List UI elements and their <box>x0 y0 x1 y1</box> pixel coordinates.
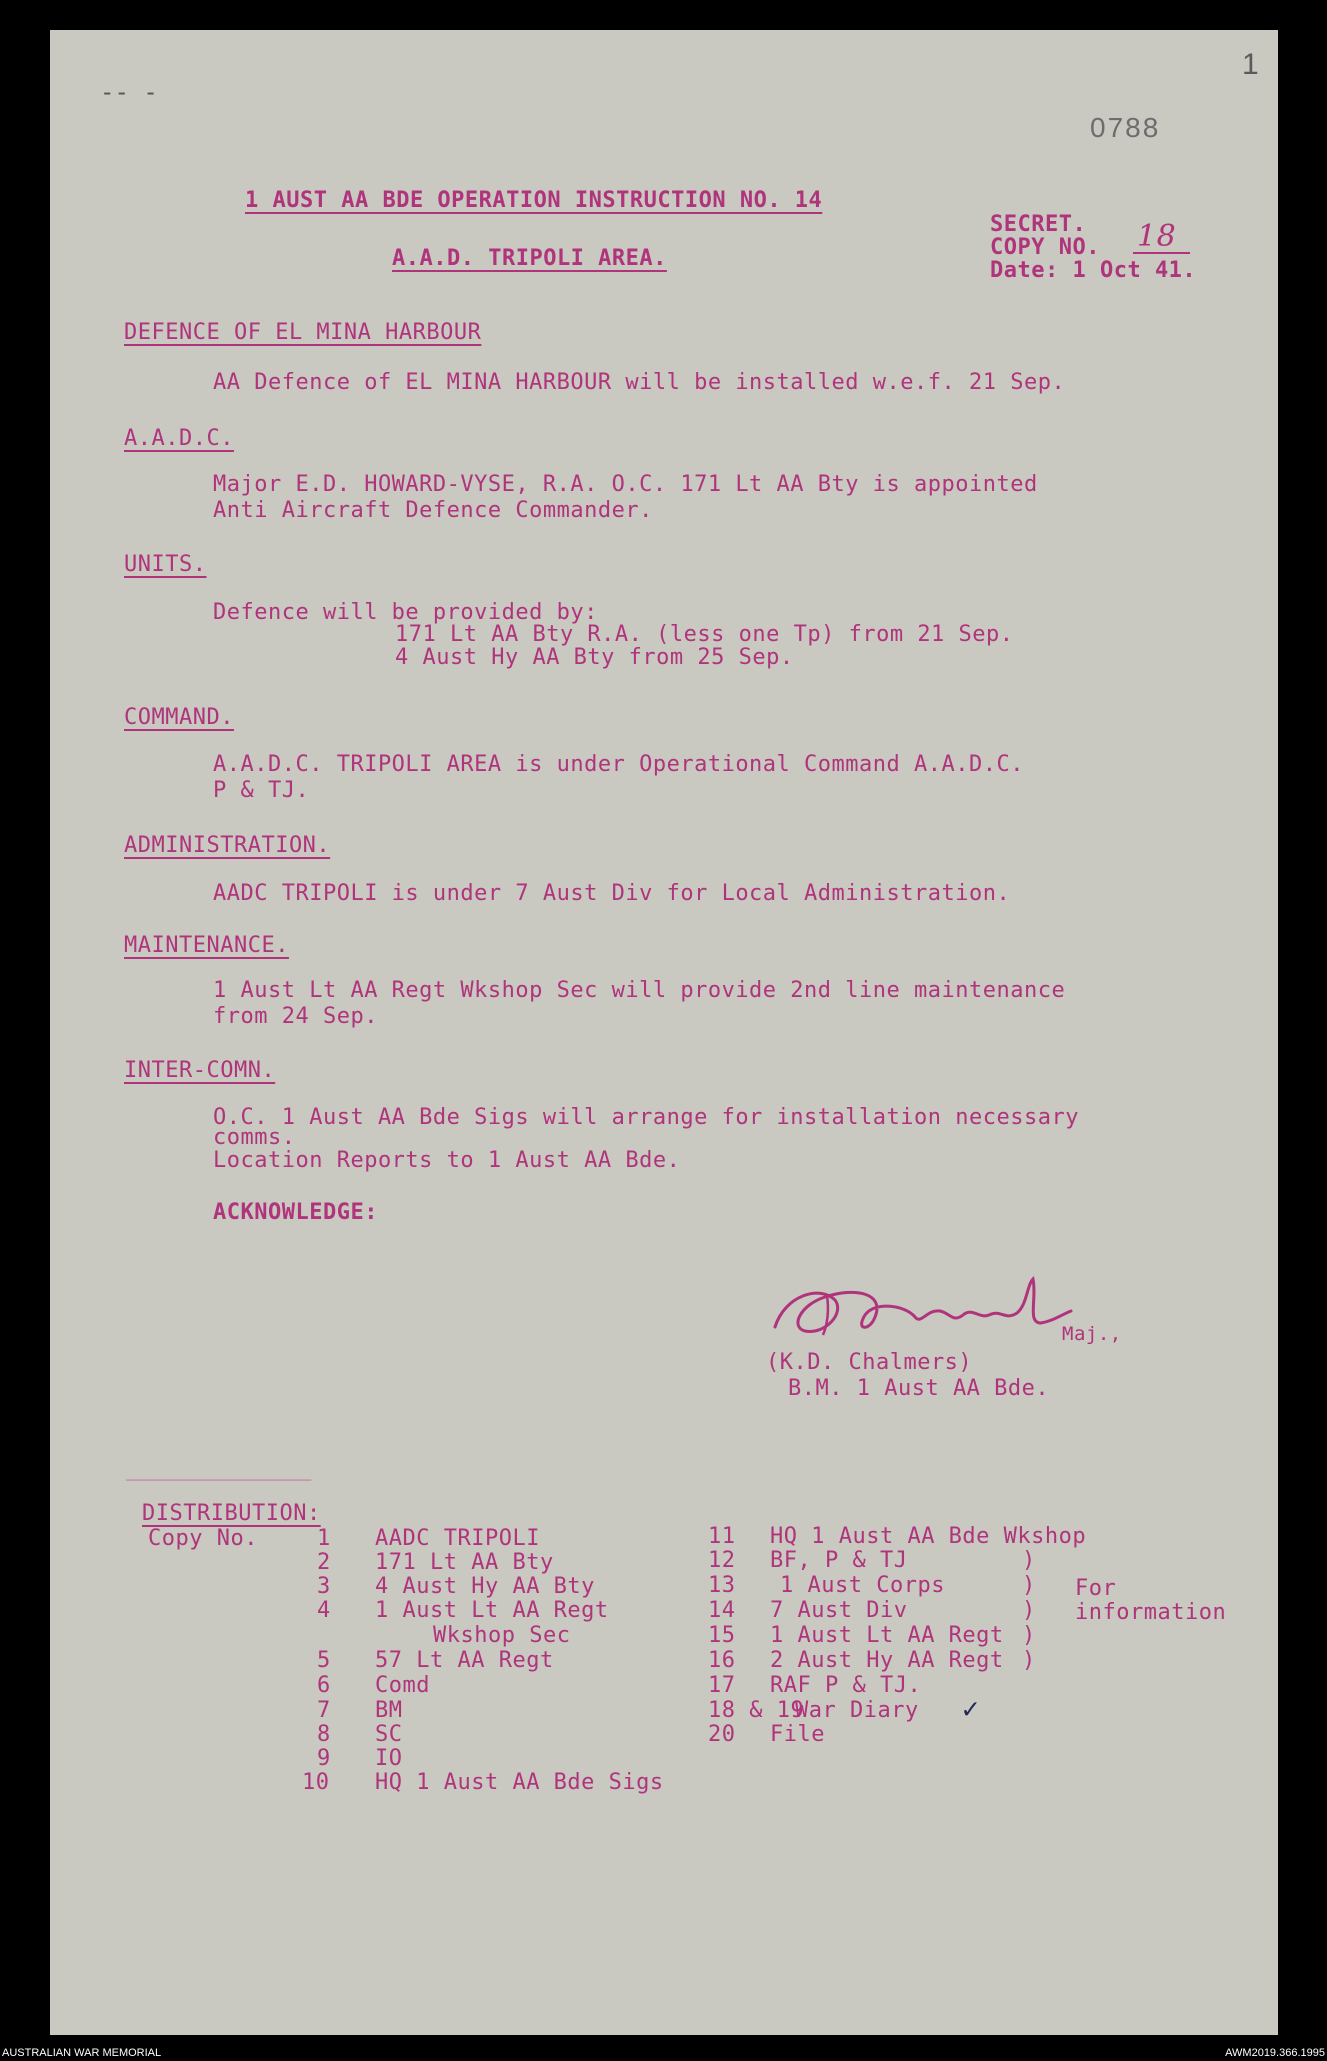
archive-reference: AWM2019.366.1995 <box>1225 2047 1325 2059</box>
recipient: RAF P & TJ. <box>770 1673 922 1698</box>
recipient: 1 Aust Lt AA Regt <box>770 1623 1004 1648</box>
section-line: from 24 Sep. <box>213 1004 378 1029</box>
recipient: 1 Aust Corps <box>780 1573 945 1598</box>
section-heading: ADMINISTRATION. <box>124 833 331 858</box>
recipient: IO <box>375 1746 403 1771</box>
checkmark-icon: ✓ <box>962 1692 979 1725</box>
recipient: Wkshop Sec <box>433 1623 571 1648</box>
copy-label: COPY NO. <box>990 235 1100 260</box>
section-heading: INTER-COMN. <box>124 1058 276 1083</box>
copy-no: 10 <box>302 1770 330 1795</box>
copy-no: 16 <box>708 1648 736 1673</box>
section-heading: A.A.D.C. <box>124 426 234 451</box>
copy-no: 3 <box>317 1574 331 1599</box>
copy-no: 20 <box>708 1722 736 1747</box>
copy-no: 1 <box>317 1526 331 1551</box>
recipient: 1 Aust Lt AA Regt <box>375 1598 609 1623</box>
recipient: BM <box>375 1698 403 1723</box>
distribution-heading: DISTRIBUTION: <box>142 1501 321 1526</box>
recipient: 57 Lt AA Regt <box>375 1648 554 1673</box>
acknowledge: ACKNOWLEDGE: <box>213 1200 378 1225</box>
section-line: 1 Aust Lt AA Regt Wkshop Sec will provide 2nd line maintenance <box>213 978 1066 1003</box>
document-subtitle: A.A.D. TRIPOLI AREA. <box>392 246 667 271</box>
copy-no: 15 <box>708 1623 736 1648</box>
copy-no: 5 <box>317 1648 331 1673</box>
recipient: AADC TRIPOLI <box>375 1526 540 1551</box>
section-line: O.C. 1 Aust AA Bde Sigs will arrange for installation necessary <box>213 1105 1079 1130</box>
copy-no: 4 <box>317 1598 331 1623</box>
copy-no: 11 <box>708 1524 736 1549</box>
copy-number-handwritten: 18 <box>1133 222 1190 254</box>
document-date: Date: 1 Oct 41. <box>990 258 1197 283</box>
section-line: A.A.D.C. TRIPOLI AREA is under Operational Command A.A.D.C. <box>213 752 1024 777</box>
copy-no: 6 <box>317 1673 331 1698</box>
copy-no: 9 <box>317 1746 331 1771</box>
signature-appointment: B.M. 1 Aust AA Bde. <box>788 1376 1050 1401</box>
recipient: SC <box>375 1722 403 1747</box>
signature-name: (K.D. Chalmers) <box>766 1350 973 1375</box>
copy-no: 18 & 19 <box>708 1698 805 1723</box>
section-line: comms. <box>213 1125 296 1150</box>
section-line: 4 Aust Hy AA Bty from 25 Sep. <box>395 645 794 670</box>
document-page <box>50 30 1278 2035</box>
copy-no: 14 <box>708 1598 736 1623</box>
recipient: 4 Aust Hy AA Bty <box>375 1574 595 1599</box>
classification: SECRET. <box>990 212 1087 237</box>
section-line: Defence will be provided by: <box>213 600 598 625</box>
hole-punch-mark: -- - <box>100 78 158 106</box>
distribution-note: information <box>1075 1600 1227 1625</box>
copy-no: 7 <box>317 1698 331 1723</box>
brace-mark: ) <box>1022 1623 1036 1648</box>
distribution-rule: ______________ <box>126 1456 312 1481</box>
distribution-copy-label: Copy No. <box>148 1526 258 1551</box>
brace-mark: ) <box>1022 1548 1036 1573</box>
recipient: File <box>770 1722 825 1747</box>
recipient: War Diary <box>795 1698 919 1723</box>
signature-rank: Maj., <box>1062 1323 1122 1345</box>
recipient: 2 Aust Hy AA Regt <box>770 1648 1004 1673</box>
document-title: 1 AUST AA BDE OPERATION INSTRUCTION NO. 14 <box>245 188 823 213</box>
section-heading: MAINTENANCE. <box>124 933 289 958</box>
section-line: Location Reports to 1 Aust AA Bde. <box>213 1148 681 1173</box>
recipient: BF, P & TJ <box>770 1548 908 1573</box>
recipient: 7 Aust Div <box>770 1598 908 1623</box>
section-line: 171 Lt AA Bty R.A. (less one Tp) from 21 Sep. <box>395 622 1014 647</box>
recipient: HQ 1 Aust AA Bde Sigs <box>375 1770 664 1795</box>
distribution-note: For <box>1075 1576 1117 1601</box>
copy-no: 2 <box>317 1550 331 1575</box>
section-heading: COMMAND. <box>124 705 234 730</box>
section-heading: UNITS. <box>124 552 207 577</box>
recipient: 171 Lt AA Bty <box>375 1550 554 1575</box>
archive-credit: AUSTRALIAN WAR MEMORIAL <box>2 2047 162 2059</box>
section-line: P & TJ. <box>213 778 310 803</box>
brace-mark: ) <box>1022 1648 1036 1673</box>
section-heading: DEFENCE OF EL MINA HARBOUR <box>124 320 482 345</box>
copy-no: 17 <box>708 1673 736 1698</box>
section-line: Major E.D. HOWARD-VYSE, R.A. O.C. 171 Lt AA Bty is appointed <box>213 472 1038 497</box>
section-line: AA Defence of EL MINA HARBOUR will be installed w.e.f. 21 Sep. <box>213 370 1066 395</box>
handwritten-signature <box>765 1265 1085 1355</box>
copy-no: 12 <box>708 1548 736 1573</box>
archive-number: 0788 <box>1090 112 1161 143</box>
section-line: Anti Aircraft Defence Commander. <box>213 498 653 523</box>
margin-mark: 1 <box>1242 48 1259 81</box>
brace-mark: ) <box>1022 1573 1036 1598</box>
recipient: Comd <box>375 1673 430 1698</box>
copy-no: 13 <box>708 1573 736 1598</box>
brace-mark: ) <box>1022 1598 1036 1623</box>
recipient: HQ 1 Aust AA Bde Wkshop <box>770 1524 1087 1549</box>
section-line: AADC TRIPOLI is under 7 Aust Div for Local Administration. <box>213 881 1011 906</box>
copy-no: 8 <box>317 1722 331 1747</box>
